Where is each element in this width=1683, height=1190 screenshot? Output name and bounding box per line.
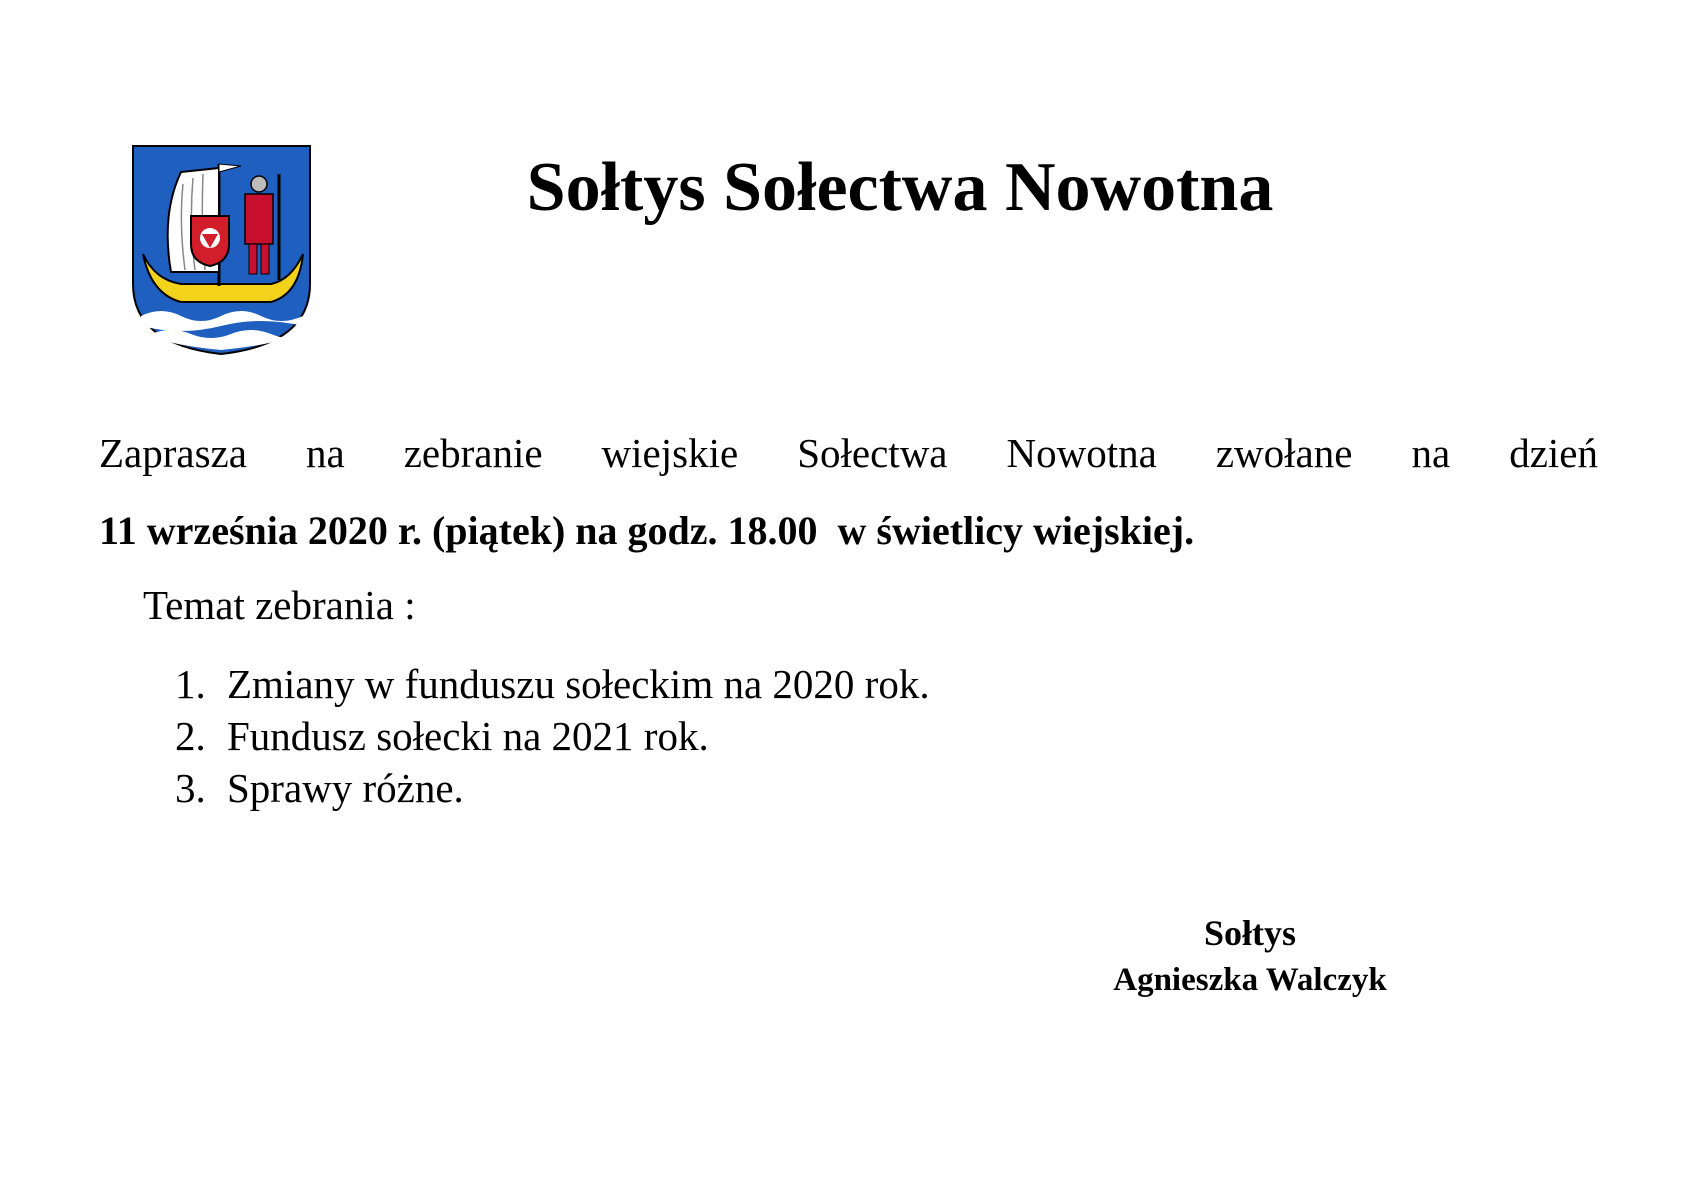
coat-of-arms-icon: [131, 144, 312, 356]
list-item: [175, 710, 930, 762]
signature-role: Sołtys: [1203, 913, 1297, 953]
list-item-number: 1.: [175, 661, 206, 707]
list-item-number: 2.: [175, 713, 206, 759]
list-item: [175, 762, 930, 814]
signature-block: [1050, 910, 1450, 1004]
list-item-text: Fundusz sołecki na 2021 rok.: [227, 713, 709, 759]
list-item-text: Sprawy różne.: [227, 765, 464, 811]
page-title: Sołtys Sołectwa Nowotna: [526, 149, 1274, 226]
invitation-text: Zaprasza na zebranie wiejskie Sołectwa Nowotna zwołane na dzień: [99, 430, 1598, 476]
list-item-number: 3.: [175, 765, 206, 811]
meeting-date-location: 11 września 2020 r. (piątek) na godz. 18.00 w świetlicy wiejskiej.: [99, 508, 1195, 553]
signature-name: Agnieszka Walczyk: [1113, 962, 1387, 998]
agenda-list: [175, 658, 930, 814]
list-item: [175, 658, 930, 710]
agenda-heading: Temat zebrania :: [143, 582, 416, 628]
list-item-text: Zmiany w funduszu sołeckim na 2020 rok.: [227, 661, 930, 707]
